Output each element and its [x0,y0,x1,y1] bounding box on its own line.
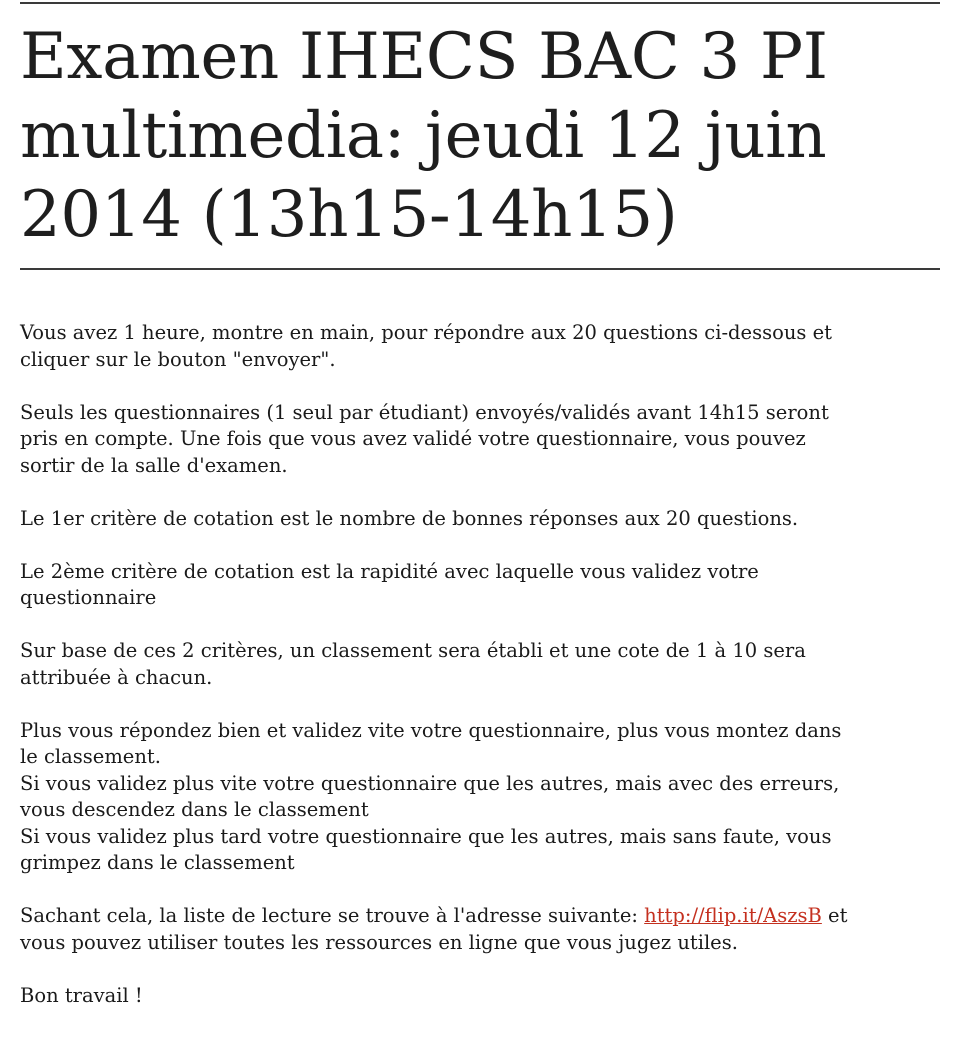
text-line [20,903,940,930]
closing-text: Bon travail ! [20,983,143,1007]
text-line: Le 2ème critère de cotation est la rapidité avec laquelle vous validez votre [20,559,759,583]
text-line: Si vous validez plus tard votre questionnaire que les autres, mais sans faute, vous [20,824,832,848]
title-line: 2014 (13h15-14h15) [20,178,678,252]
title-line: multimedia: jeudi 12 juin [20,99,827,173]
text-line: vous descendez dans le classement [20,798,369,821]
paragraph-reading-list [20,903,940,956]
text-line: Plus vous répondez bien et validez vite votre questionnaire, plus vous montez dans [20,718,842,742]
text-line: Seuls les questionnaires (1 seul par étudiant) envoyés/validés avant 14h15 seront [20,400,829,424]
text-line: Vous avez 1 heure, montre en main, pour répondre aux 20 questions ci-dessous et [20,321,832,344]
text-line: vous pouvez utiliser toutes les ressources en ligne que vous jugez utiles. [20,930,738,954]
text-line: pris en compte. Une fois que vous avez validé votre questionnaire, vous pouvez [20,427,806,450]
instructions-body [20,320,940,1009]
text-line: cliquer sur le bouton "envoyer". [20,347,336,371]
title-line: Examen IHECS BAC 3 PI [20,20,828,94]
paragraph-ranking [20,638,940,691]
text-line: Si vous validez plus vite votre questionnaire que les autres, mais avec des erreurs, [20,771,840,795]
text-line: Le 1er critère de cotation est le nombre de bonnes réponses aux 20 questions. [20,506,799,530]
paragraph-ranking-rules [20,718,940,877]
paragraph-criterion-1 [20,506,940,533]
title-top-rule [20,2,940,4]
text-line: questionnaire [20,586,157,609]
reading-list-link[interactable]: http://flip.it/AszsB [644,904,822,927]
text-line: sortir de la salle d'examen. [20,453,288,477]
paragraph-deadline [20,400,940,480]
reading-list-intro: Sachant cela, la liste de lecture se trouve à l'adresse suivante: [20,904,645,927]
text-line: Sur base de ces 2 critères, un classement sera établi et une cote de 1 à 10 sera [20,639,806,662]
title-bottom-rule [20,268,940,270]
paragraph-duration [20,320,940,373]
text-line: attribuée à chacun. [20,665,213,689]
paragraph-criterion-2 [20,559,940,612]
reading-list-conjunction: et [821,904,848,927]
page-title [20,18,935,255]
text-line: grimpez dans le classement [20,851,295,874]
text-line: le classement. [20,745,161,768]
paragraph-closing [20,983,940,1010]
